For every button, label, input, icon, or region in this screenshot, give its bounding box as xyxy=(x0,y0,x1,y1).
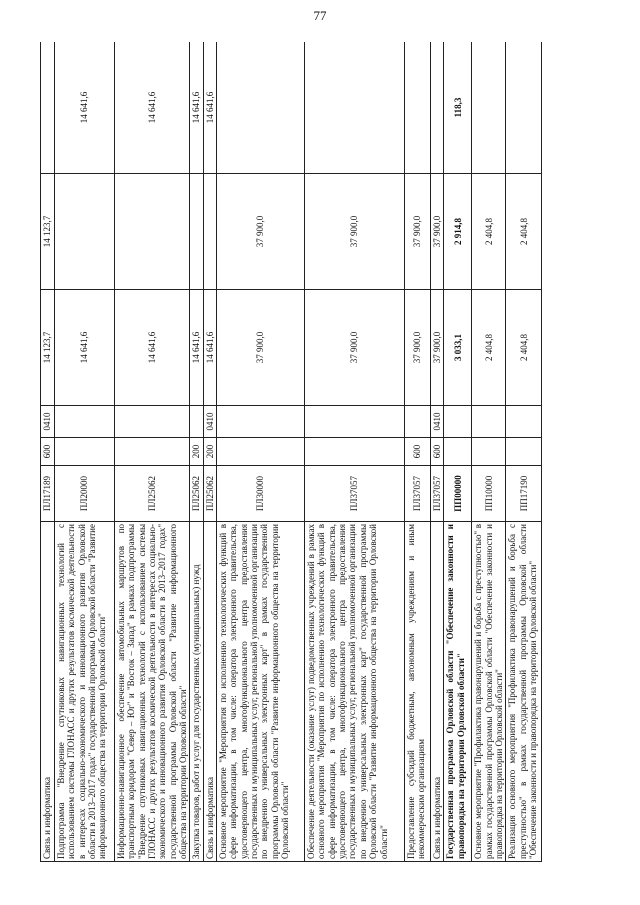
section-code-cell xyxy=(305,406,405,438)
page-number: 77 xyxy=(313,8,327,23)
total-sum-cell: 2 404,8 xyxy=(472,290,506,406)
expense-type-cell xyxy=(55,438,115,466)
table-row xyxy=(203,42,216,862)
table-row xyxy=(190,42,203,862)
table-row xyxy=(41,42,55,862)
sum-part1-cell xyxy=(115,174,190,290)
section-code-cell xyxy=(217,406,305,438)
target-code-cell: ПЛ25062 xyxy=(115,466,190,522)
table-row xyxy=(444,42,472,862)
row-name-cell: Основное мероприятие "Профилактика правонарушений и борьба с преступностью" в рамках государственной программы Орловской области "Обеспечение законности и правопорядка на территории Орловской области" xyxy=(472,522,506,862)
total-sum-cell: 37 900,0 xyxy=(405,290,431,406)
budget-table xyxy=(40,42,542,862)
section-code-cell: 0410 xyxy=(431,406,444,438)
section-code-cell xyxy=(506,406,542,438)
target-code-cell: ПЛ37057 xyxy=(305,466,405,522)
sum-part2-cell: 14 641,6 xyxy=(190,42,203,174)
total-sum-cell: 14 641,6 xyxy=(115,290,190,406)
table-row xyxy=(506,42,542,862)
sum-part1-cell: 37 900,0 xyxy=(217,174,305,290)
sum-part1-cell xyxy=(190,174,203,290)
section-code-cell xyxy=(405,406,431,438)
table-row xyxy=(305,42,405,862)
rotated-table-frame xyxy=(40,42,620,862)
total-sum-cell: 37 900,0 xyxy=(217,290,305,406)
sum-part1-cell: 2 914,8 xyxy=(444,174,472,290)
row-name-cell: Связь и информатика xyxy=(203,522,216,862)
sum-part2-cell: 14 641,6 xyxy=(55,42,115,174)
section-code-cell xyxy=(444,406,472,438)
sum-part1-cell: 2 404,8 xyxy=(472,174,506,290)
total-sum-cell: 3 033,1 xyxy=(444,290,472,406)
expense-type-cell xyxy=(217,438,305,466)
total-sum-cell: 14 123,7 xyxy=(41,290,55,406)
sum-part1-cell: 37 900,0 xyxy=(405,174,431,290)
row-name-cell: Связь и информатика xyxy=(41,522,55,862)
target-code-cell: ПЛ37057 xyxy=(431,466,444,522)
table-row xyxy=(115,42,190,862)
target-code-cell: ПЛ37057 xyxy=(405,466,431,522)
expense-type-cell xyxy=(506,438,542,466)
expense-type-cell: 200 xyxy=(190,438,203,466)
rotated-table-container xyxy=(40,42,620,862)
table-row xyxy=(217,42,305,862)
section-code-cell xyxy=(472,406,506,438)
row-name-cell: Информационно-навигационное обеспечение автомобильных маршрутов по транспортным коридорам "Север – Юг" и "Восток – Запад" в рамках подпрограммы "Внедрение спутниковых навигационных технологий с использованием системы ГЛОНАСС и других результатов космической деятельности в интересах социально-экономического и инновационного развития Орловской области в 2013–2017 годах" государственной программы Орловской области "Развитие информационного общества на территории Орловской области" xyxy=(115,522,190,862)
total-sum-cell: 37 900,0 xyxy=(431,290,444,406)
expense-type-cell xyxy=(115,438,190,466)
sum-part2-cell xyxy=(41,42,55,174)
expense-type-cell: 600 xyxy=(431,438,444,466)
sum-part1-cell: 37 900,0 xyxy=(431,174,444,290)
total-sum-cell: 2 404,8 xyxy=(506,290,542,406)
sum-part1-cell: 37 900,0 xyxy=(305,174,405,290)
total-sum-cell: 14 641,6 xyxy=(55,290,115,406)
section-code-cell: 0410 xyxy=(203,406,216,438)
row-name-cell: Подпрограмма "Внедрение спутниковых навигационных технологий с использованием системы ГЛОНАСС и других результатов космической деятельности в интересах социально-экономического и инновационного развития Орловской области в 2013–2017 годах" государственной программы Орловской области "Развитие информационного общества на территории Орловской области" xyxy=(55,522,115,862)
table-row xyxy=(431,42,444,862)
row-name-cell: Реализация основного мероприятия "Профилактика правонарушений и борьба с преступностью" в рамках государственной программы Орловской области "Обеспечение законности и правопорядка на территории Орловской области" xyxy=(506,522,542,862)
expense-type-cell xyxy=(305,438,405,466)
table-row xyxy=(405,42,431,862)
target-code-cell: ПЛ25062 xyxy=(203,466,216,522)
section-code-cell xyxy=(115,406,190,438)
row-name-cell: Обеспечение деятельности (оказание услуг) подведомственных учреждений в рамках основного мероприятия "Мероприятия по исполнению технологических функций в сфере информатизации, в том числе: оператора электронного правительства, удостоверяющего центра, многофункционального центра предоставления государственных и муниципальных услуг, региональной уполномоченной организации по внедрению универсальных электронных карт" государственной программы Орловской области "Развитие информационного общества на территории Орловской области" xyxy=(305,522,405,862)
section-code-cell xyxy=(190,406,203,438)
table-row xyxy=(472,42,506,862)
expense-type-cell xyxy=(444,438,472,466)
sum-part2-cell xyxy=(405,42,431,174)
sum-part2-cell xyxy=(217,42,305,174)
sum-part2-cell: 14 641,6 xyxy=(203,42,216,174)
target-code-cell: ПЛ30000 xyxy=(217,466,305,522)
total-sum-cell: 14 641,6 xyxy=(203,290,216,406)
sum-part2-cell xyxy=(472,42,506,174)
sum-part1-cell xyxy=(203,174,216,290)
expense-type-cell: 200 xyxy=(203,438,216,466)
total-sum-cell: 37 900,0 xyxy=(305,290,405,406)
expense-type-cell: 600 xyxy=(405,438,431,466)
row-name-cell: Закупка товаров, работ и услуг для государственных (муниципальных) нужд xyxy=(190,522,203,862)
sum-part2-cell xyxy=(431,42,444,174)
target-code-cell: ПП00000 xyxy=(444,466,472,522)
row-name-cell: Связь и информатика xyxy=(431,522,444,862)
sum-part2-cell xyxy=(506,42,542,174)
section-code-cell: 0410 xyxy=(41,406,55,438)
expense-type-cell xyxy=(472,438,506,466)
target-code-cell: ПЛ25062 xyxy=(190,466,203,522)
sum-part2-cell: 118,3 xyxy=(444,42,472,174)
table-row xyxy=(55,42,115,862)
sum-part1-cell: 2 404,8 xyxy=(506,174,542,290)
row-name-cell: Основное мероприятие "Мероприятия по исполнению технологических функций в сфере информатизации, в том числе: оператора электронного правительства, удостоверяющего центра, многофункционального центра предоставления государственных и муниципальных услуг, региональной уполномоченной организации по внедрению универсальных электронных карт" в рамках государственной программы Орловской области "Развитие информационного общества на территории Орловской области" xyxy=(217,522,305,862)
sum-part1-cell xyxy=(55,174,115,290)
target-code-cell: ПЛ20000 xyxy=(55,466,115,522)
total-sum-cell: 14 641,6 xyxy=(190,290,203,406)
row-name-cell: Предоставление субсидий бюджетным, автономным учреждениям и иным некоммерческим организациям xyxy=(405,522,431,862)
expense-type-cell: 600 xyxy=(41,438,55,466)
target-code-cell: ПЛ17189 xyxy=(41,466,55,522)
section-code-cell xyxy=(55,406,115,438)
sum-part2-cell xyxy=(305,42,405,174)
target-code-cell: ПП17190 xyxy=(506,466,542,522)
target-code-cell: ПП10000 xyxy=(472,466,506,522)
sum-part2-cell: 14 641,6 xyxy=(115,42,190,174)
row-name-cell: Государственная программа Орловской области "Обеспечение законности и правопорядка на территории Орловской области" xyxy=(444,522,472,862)
sum-part1-cell: 14 123,7 xyxy=(41,174,55,290)
